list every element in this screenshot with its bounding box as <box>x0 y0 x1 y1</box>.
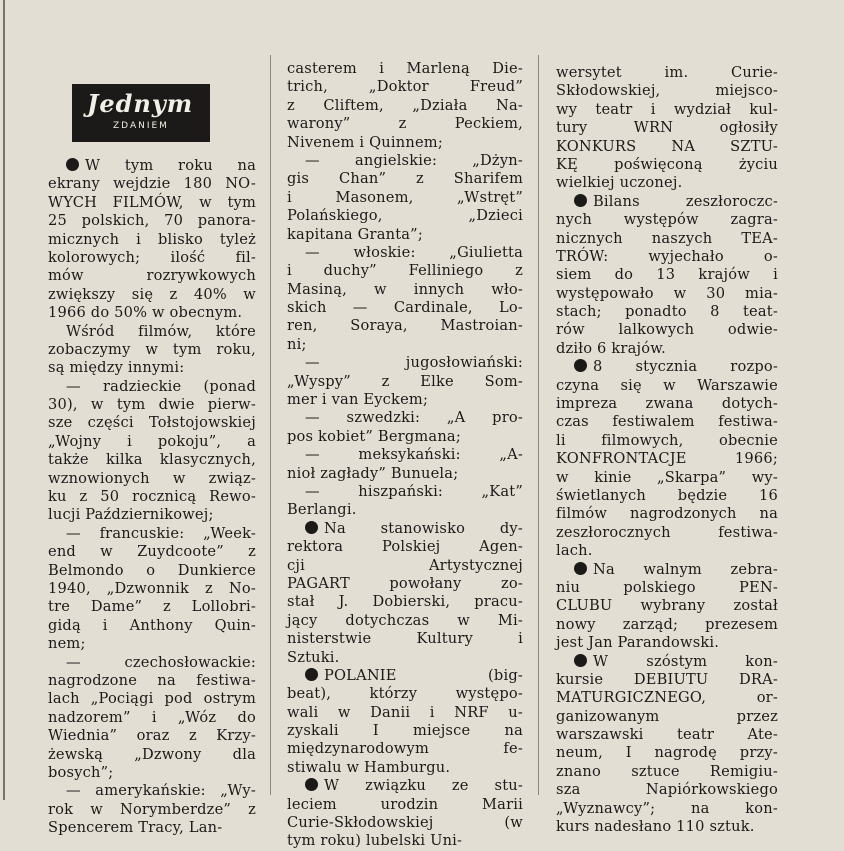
line-text: zyskali I miejsce na <box>287 722 523 740</box>
line-text: jest Jan Parandowski. <box>556 634 720 652</box>
line-text: — hiszpański: „Kat” <box>305 482 523 500</box>
line-text: — jugosłowiański: <box>305 354 523 372</box>
line-text: bosych”; <box>48 763 114 781</box>
text-line <box>48 654 256 672</box>
text-line <box>287 97 523 115</box>
left-edge-rule <box>3 0 5 800</box>
column-header-logo <box>72 84 210 142</box>
text-line <box>556 818 778 836</box>
text-line <box>287 722 523 740</box>
text-line <box>48 304 256 322</box>
column-divider <box>270 55 271 795</box>
line-text: Berlangi. <box>287 501 357 519</box>
text-line <box>287 575 523 593</box>
line-text: Skłodowskiej, miejsco- <box>556 82 778 100</box>
line-text: nisterstwie Kultury i <box>287 630 523 648</box>
line-text: end w Zuydcoote” z <box>48 543 256 561</box>
line-text: nioł zagłady” Bunuela; <box>287 464 459 482</box>
line-text: ni; <box>287 335 307 353</box>
line-text: żewską „Dzwony dla <box>48 745 256 763</box>
line-text: i duchy” Felliniego z <box>287 262 523 280</box>
line-text: rektora Polskiej Agen- <box>287 538 523 556</box>
line-text: lach. <box>556 542 593 560</box>
text-line <box>556 689 778 707</box>
line-text: gidą i Anthony Quin- <box>48 616 256 634</box>
line-text: dziło 6 krajów. <box>556 339 667 357</box>
line-text: kolorowych; ilość fil- <box>48 248 256 266</box>
text-line <box>287 373 523 391</box>
text-line <box>556 763 778 781</box>
text-line <box>48 488 256 506</box>
line-text: KONKURS NA SZTU- <box>556 137 778 155</box>
text-line <box>48 746 256 764</box>
text-line <box>556 340 778 358</box>
bullet-icon <box>574 359 587 372</box>
text-line <box>287 391 523 409</box>
text-line <box>287 465 523 483</box>
text-line <box>287 557 523 575</box>
text-line <box>556 138 778 156</box>
line-text: siem do 13 krajów i <box>556 266 778 284</box>
line-text: mów rozrywkowych <box>48 267 256 285</box>
paragraph-lead-line <box>556 653 778 671</box>
line-text: Spencerem Tracy, Lan- <box>48 819 223 837</box>
text-line <box>556 248 778 266</box>
line-text: lucji Październikowej; <box>48 506 214 524</box>
text-line <box>556 800 778 818</box>
text-line <box>48 506 256 524</box>
line-text: wy teatr i wydział kul- <box>556 100 778 118</box>
line-text: filmów nagrodzonych na <box>556 505 778 523</box>
bullet-icon <box>305 778 318 791</box>
paragraph-lead-line <box>556 193 778 211</box>
line-text: nych występów zagra- <box>556 211 778 229</box>
text-line <box>287 354 523 372</box>
line-text: cji Artystycznej <box>287 556 523 574</box>
text-line <box>48 598 256 616</box>
line-text: warszawski teatr Ate- <box>556 726 778 744</box>
text-line <box>48 359 256 377</box>
line-text: 1966 do 50% w obecnym. <box>48 304 243 322</box>
text-line <box>287 649 523 667</box>
text-column-2 <box>287 60 523 851</box>
line-text: Nivenem i Quinnem; <box>287 133 443 151</box>
line-text: stiwalu w Hamburgu. <box>287 758 451 776</box>
line-text: „Wojny i pokoju”, a <box>48 432 256 450</box>
header-script-title: Jednym <box>87 89 194 118</box>
text-line <box>556 524 778 542</box>
line-text: — francuskie: „Week- <box>66 524 256 542</box>
text-line <box>556 303 778 321</box>
bullet-icon <box>305 668 318 681</box>
text-line <box>556 211 778 229</box>
text-line <box>556 119 778 137</box>
line-text: czas festiwalem festiwa- <box>556 413 778 431</box>
line-text: zwiększy się z 40% w <box>48 285 256 303</box>
line-text: 1940, „Dzwonnik z No- <box>48 579 256 597</box>
line-text: nicznych naszych TEA- <box>556 229 778 247</box>
column-divider <box>538 55 539 795</box>
line-text: Belmondo o Dunkierce <box>48 561 256 579</box>
text-line <box>287 796 523 814</box>
line-text: znano sztuce Remigiu- <box>556 762 778 780</box>
text-line <box>556 321 778 339</box>
paragraph-lead-line <box>287 777 523 795</box>
text-line <box>556 266 778 284</box>
line-text: — amerykańskie: „Wy- <box>66 782 256 800</box>
text-line <box>556 82 778 100</box>
text-line <box>287 78 523 96</box>
text-line <box>556 395 778 413</box>
line-text: kursie DEBIUTU DRA- <box>556 670 778 688</box>
line-text: stał J. Dobierski, pracu- <box>287 593 523 611</box>
text-line <box>48 801 256 819</box>
text-line <box>48 819 256 837</box>
text-line <box>556 487 778 505</box>
line-text: trich, „Doktor Freud” <box>287 78 523 96</box>
line-text: Na walnym zebra- <box>593 560 778 578</box>
line-text: warony” z Peckiem, <box>287 115 523 133</box>
text-line <box>556 579 778 597</box>
text-line <box>48 470 256 488</box>
text-line <box>287 244 523 262</box>
line-text: jący dotychczas w Mi- <box>287 611 523 629</box>
line-text: w kinie „Skarpa” wy- <box>556 468 778 486</box>
text-line <box>48 341 256 359</box>
bullet-icon <box>66 158 79 171</box>
text-line <box>556 377 778 395</box>
line-text: ekrany wejdzie 180 NO- <box>48 175 256 193</box>
line-text: li filmowych, obecnie <box>556 431 778 449</box>
line-text: nagrodzone na festiwa- <box>48 671 256 689</box>
text-line <box>48 727 256 745</box>
text-line <box>48 286 256 304</box>
line-text: WYCH FILMÓW, w tym <box>48 193 256 211</box>
line-text: nadzorem” i „Wóz do <box>48 708 256 726</box>
line-text: rok w Norymberdze” z <box>48 800 256 818</box>
text-line <box>48 672 256 690</box>
header-small-title: ZDANIEM <box>113 121 169 131</box>
text-line <box>48 782 256 800</box>
line-text: ganizowanym przez <box>556 707 778 725</box>
text-line <box>287 336 523 354</box>
text-line <box>556 432 778 450</box>
text-line <box>287 501 523 519</box>
text-line <box>48 635 256 653</box>
line-text: rów lalkowych odwie- <box>556 321 778 339</box>
text-line <box>48 690 256 708</box>
line-text: występowało w 30 mia- <box>556 284 778 302</box>
text-line <box>48 414 256 432</box>
line-text: KĘ poświęconą życiu <box>556 155 778 173</box>
text-line <box>287 593 523 611</box>
line-text: W szóstym kon- <box>593 652 778 670</box>
line-text: lach „Pociągi pod ostrym <box>48 690 256 708</box>
text-line <box>48 764 256 782</box>
line-text: 25 polskich, 70 panora- <box>48 212 256 230</box>
line-text: niu polskiego PEN- <box>556 578 778 596</box>
line-text: mer i van Eyckem; <box>287 391 429 409</box>
text-line <box>287 60 523 78</box>
text-line <box>287 226 523 244</box>
line-text: Wśród filmów, które <box>66 322 256 340</box>
text-line <box>556 156 778 174</box>
text-line <box>48 543 256 561</box>
text-line <box>48 194 256 212</box>
line-text: czyna się w Warszawie <box>556 376 778 394</box>
text-line <box>556 174 778 192</box>
line-text: wielkiej uczonej. <box>556 174 683 192</box>
text-line <box>287 428 523 446</box>
text-line <box>287 317 523 335</box>
text-line <box>556 744 778 762</box>
text-line <box>287 262 523 280</box>
line-text: i Masonem, „Wstręt” <box>287 188 523 206</box>
line-text: międzynarodowym fe- <box>287 740 523 758</box>
text-line <box>287 299 523 317</box>
line-text: W związku ze stu- <box>324 777 523 795</box>
text-line <box>48 451 256 469</box>
line-text: neum, I nagrodę przy- <box>556 744 778 762</box>
line-text: PAGART powołany zo- <box>287 574 523 592</box>
line-text: — angielskie: „Dżyn- <box>305 151 523 169</box>
text-line <box>556 101 778 119</box>
line-text: Sztuki. <box>287 648 340 666</box>
text-line <box>48 323 256 341</box>
paragraph-lead-line <box>287 520 523 538</box>
line-text: — włoskie: „Giulietta <box>305 243 523 261</box>
text-line <box>556 726 778 744</box>
text-line <box>287 630 523 648</box>
text-line <box>287 189 523 207</box>
line-text: „Wyznawcy”; na kon- <box>556 799 778 817</box>
line-text: kurs nadesłano 110 sztuk. <box>556 818 755 836</box>
line-text: z Cliftem, „Działa Na- <box>287 96 523 114</box>
line-text: KONFRONTACJE 1966; <box>556 450 778 468</box>
text-line <box>287 704 523 722</box>
line-text: także kilka klasycznych, <box>48 451 256 469</box>
text-line <box>556 505 778 523</box>
line-text: zobaczymy w tym roku, <box>48 340 256 358</box>
line-text: tury WRN ogłosiły <box>556 119 778 137</box>
paragraph-lead-line <box>287 667 523 685</box>
text-line <box>556 708 778 726</box>
line-text: tym roku) lubelski Uni- <box>287 832 463 850</box>
text-line <box>287 759 523 777</box>
text-line <box>287 814 523 832</box>
text-line <box>48 249 256 267</box>
text-line <box>556 413 778 431</box>
line-text: pos kobiet” Bergmana; <box>287 427 461 445</box>
text-line <box>287 483 523 501</box>
line-text: skich — Cardinale, Lo- <box>287 299 523 317</box>
line-text: tre Dame” z Lollobri- <box>48 598 256 616</box>
line-text: MATURGICZNEGO, or- <box>556 689 778 707</box>
line-text: — meksykański: „A- <box>305 446 523 464</box>
text-line <box>48 562 256 580</box>
line-text: sza Napiórkowskiego <box>556 781 778 799</box>
text-line <box>556 285 778 303</box>
text-line <box>48 175 256 193</box>
line-text: — czechosłowackie: <box>66 653 256 671</box>
text-line <box>556 230 778 248</box>
text-line <box>287 281 523 299</box>
line-text: nowy zarząd; prezesem <box>556 615 778 633</box>
line-text: stach; ponadto 8 teat- <box>556 303 778 321</box>
text-column-1 <box>48 157 256 837</box>
text-line <box>556 781 778 799</box>
text-line <box>556 542 778 560</box>
text-line <box>287 538 523 556</box>
line-text: — radzieckie (ponad <box>66 377 256 395</box>
line-text: 30), w tym dwie pierw- <box>48 396 256 414</box>
text-column-3 <box>556 64 778 836</box>
text-line <box>556 450 778 468</box>
line-text: wali w Danii i NRF u- <box>287 703 523 721</box>
text-line <box>287 170 523 188</box>
line-text: Bilans zeszłoroczc- <box>593 192 778 210</box>
text-line <box>48 617 256 635</box>
text-line <box>48 525 256 543</box>
text-line <box>48 709 256 727</box>
line-text: Masiną, w innych wło- <box>287 280 523 298</box>
text-line <box>556 634 778 652</box>
line-text: sze części Tołstojowskiej <box>48 414 256 432</box>
text-line <box>48 396 256 414</box>
text-line <box>287 409 523 427</box>
text-line <box>287 740 523 758</box>
line-text: ku z 50 rocznicą Rewo- <box>48 488 256 506</box>
line-text: W tym roku na <box>85 157 256 174</box>
line-text: 8 stycznia rozpo- <box>593 358 778 376</box>
text-line <box>287 134 523 152</box>
line-text: kapitana Granta”; <box>287 225 423 243</box>
text-line <box>287 115 523 133</box>
paragraph-lead-line <box>556 561 778 579</box>
text-line <box>287 612 523 630</box>
bullet-icon <box>574 194 587 207</box>
line-text: impreza zwana dotych- <box>556 395 778 413</box>
text-line <box>48 231 256 249</box>
line-text: POLANIE (big- <box>324 666 523 684</box>
line-text: ren, Soraya, Mastroian- <box>287 317 523 335</box>
line-text: TRÓW: wyjechało o- <box>556 247 778 265</box>
line-text: Wiednia” oraz z Krzy- <box>48 727 256 745</box>
text-line <box>48 212 256 230</box>
bullet-icon <box>305 521 318 534</box>
text-line <box>556 64 778 82</box>
line-text: beat), którzy występo- <box>287 685 523 703</box>
line-text: świetlanych będzie 16 <box>556 486 778 504</box>
text-line <box>556 616 778 634</box>
line-text: micznych i blisko tyleż <box>48 230 256 248</box>
line-text: Polańskiego, „Dzieci <box>287 207 523 225</box>
line-text: gis Chan” z Sharifem <box>287 170 523 188</box>
line-text: Curie-Skłodowskiej (w <box>287 814 523 832</box>
text-line <box>48 378 256 396</box>
line-text: leciem urodzin Marii <box>287 795 523 813</box>
line-text: wznowionych w związ- <box>48 469 256 487</box>
paragraph-lead-line <box>556 358 778 376</box>
text-line <box>287 446 523 464</box>
line-text: „Wyspy” z Elke Som- <box>287 372 523 390</box>
text-line <box>287 207 523 225</box>
line-text: wersytet im. Curie- <box>556 64 778 81</box>
text-line <box>287 832 523 850</box>
text-line <box>287 685 523 703</box>
text-line <box>48 267 256 285</box>
text-line <box>48 580 256 598</box>
line-text: Na stanowisko dy- <box>324 519 523 537</box>
text-line <box>287 152 523 170</box>
text-line <box>556 469 778 487</box>
line-text: casterem i Marleną Die- <box>287 60 523 77</box>
bullet-icon <box>574 654 587 667</box>
line-text: nem; <box>48 635 86 653</box>
bullet-icon <box>574 562 587 575</box>
line-text: — szwedzki: „A pro- <box>305 409 523 427</box>
line-text: zeszłorocznych festiwa- <box>556 523 778 541</box>
text-line <box>48 433 256 451</box>
text-line <box>556 597 778 615</box>
line-text: CLUBU wybrany został <box>556 597 778 615</box>
text-line <box>556 671 778 689</box>
line-text: są między innymi: <box>48 359 185 377</box>
paragraph-lead-line <box>48 157 256 175</box>
